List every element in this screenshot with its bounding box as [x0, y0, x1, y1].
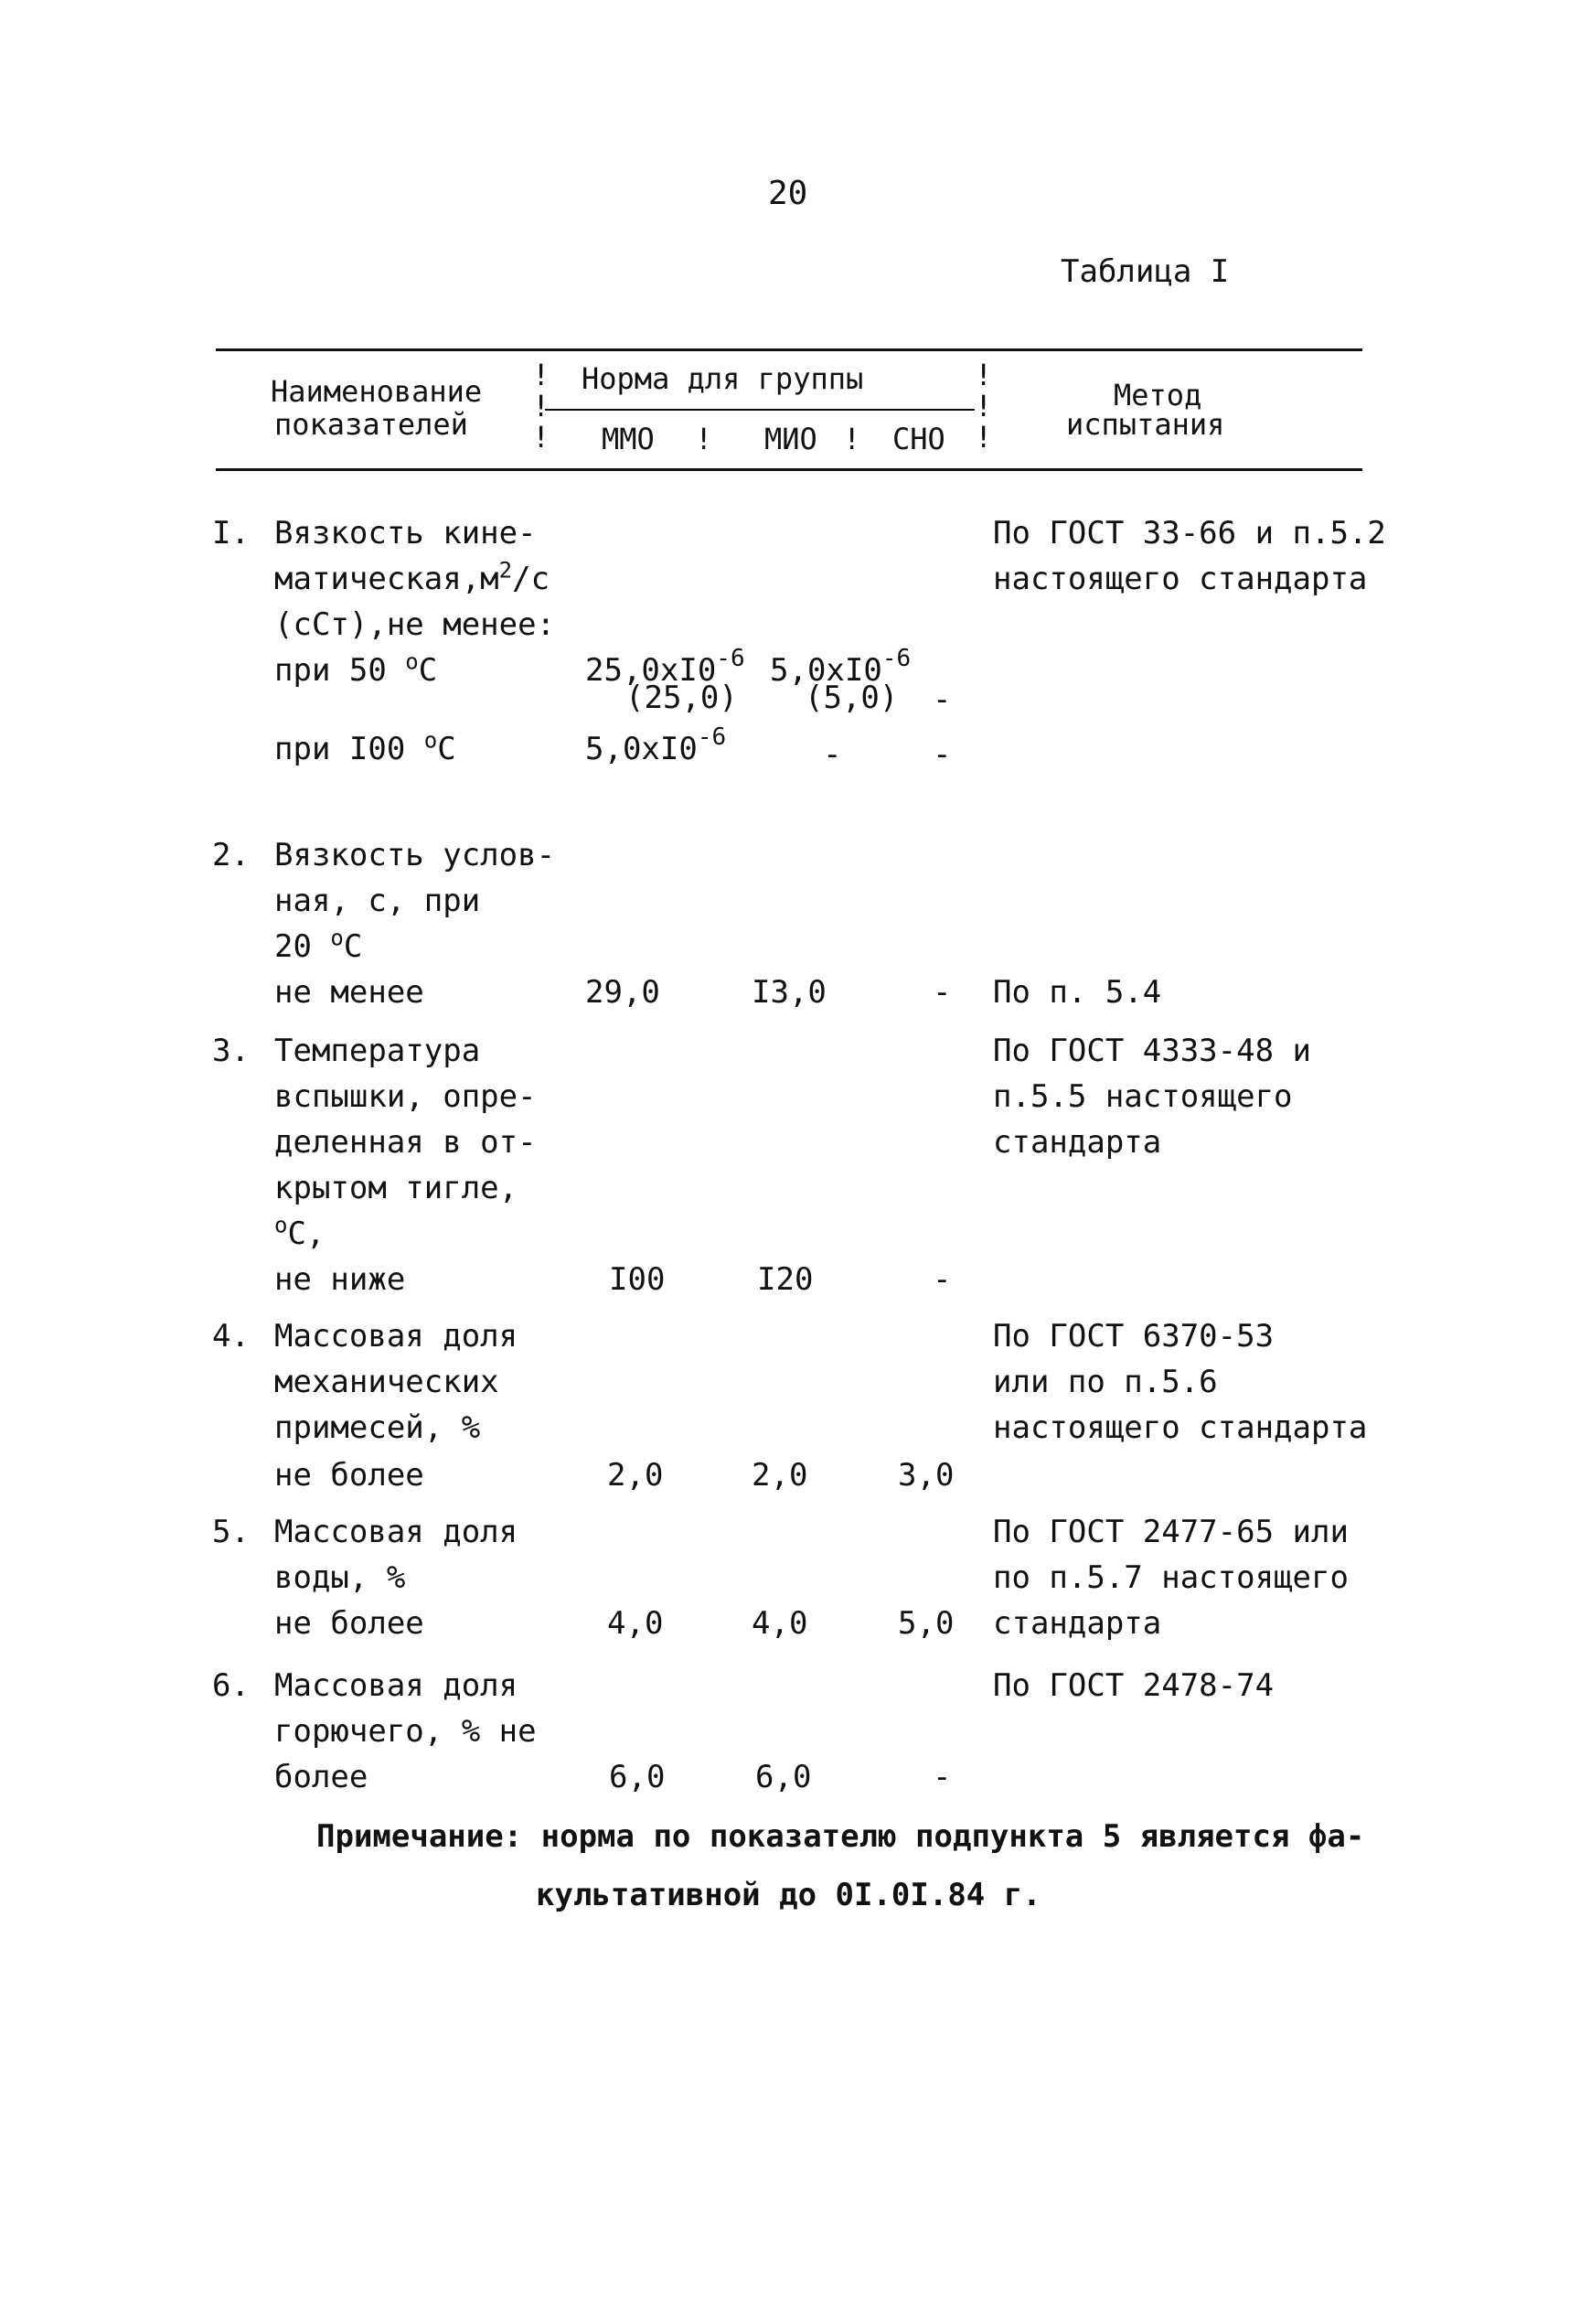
row-sub-label: при 50 $^о$С [274, 648, 438, 689]
row-name-line: 20 $^о$С [274, 925, 363, 965]
value-mio: 6,0 [755, 1759, 812, 1795]
row-name-line: (сСт),не менее: [274, 606, 556, 643]
value-mio: 2,0 [752, 1457, 808, 1494]
header-separator: ! [975, 389, 993, 423]
value-sno: 3,0 [898, 1457, 955, 1494]
method-line: По ГОСТ 2477-65 или [993, 1514, 1349, 1550]
method-line: По ГОСТ 2478-74 [993, 1667, 1275, 1704]
header-separator: ! [532, 358, 550, 392]
header-separator: ! [843, 422, 861, 456]
header-name-line1: Наименование [271, 374, 483, 409]
row-name-line: Массовая доля [274, 1318, 518, 1355]
value-sno: - [933, 736, 952, 773]
value-mio-paren: (5,0) [805, 680, 899, 716]
value-mmo: $25,0xI0^{-6}$ [585, 645, 745, 689]
header-separator: ! [975, 420, 993, 455]
value-mmo: 4,0 [607, 1605, 664, 1642]
method-line: стандарта [993, 1124, 1162, 1161]
value-sno: - [933, 1261, 952, 1298]
row-name-line: Вязкость кине- [274, 515, 537, 552]
value-mio: 4,0 [752, 1605, 808, 1642]
row-number: 6. [212, 1667, 250, 1704]
value-mmo: 2,0 [607, 1457, 664, 1494]
header-method-line1: Метод [1114, 378, 1202, 412]
row-name-line: крытом тигле, [274, 1170, 518, 1206]
method-line: настоящего стандарта [993, 1409, 1368, 1446]
value-mmo: I00 [609, 1261, 666, 1298]
header-separator: ! [532, 389, 550, 423]
method-line: По ГОСТ 33-66 и п.5.2 [993, 515, 1386, 552]
header-col-mmo: ММО [602, 422, 655, 456]
header-col-sno: СНО [892, 422, 945, 456]
value-mmo: 29,0 [585, 974, 660, 1011]
footnote-line2: культативной до 0I.0I.84 г. [536, 1877, 1041, 1913]
value-sno: 5,0 [898, 1605, 955, 1642]
row-sub-label: при I00 $^о$С [274, 727, 456, 767]
row-number: 5. [212, 1514, 250, 1550]
header-separator: ! [975, 358, 993, 392]
header-norm-group: Норма для группы [582, 361, 864, 396]
row-name-line: не более [274, 1457, 424, 1494]
row-name-line: Температура [274, 1033, 481, 1069]
row-name-line: Массовая доля [274, 1667, 518, 1704]
header-method-line2: испытания [1066, 407, 1225, 442]
row-name-line: воды, % [274, 1559, 406, 1596]
row-name-line: примесей, % [274, 1409, 481, 1446]
value-sno: - [933, 681, 952, 718]
row-name-line: более [274, 1759, 368, 1795]
value-mio: I3,0 [752, 974, 827, 1011]
row-number: I. [212, 515, 250, 552]
value-mmo: $5,0xI0^{-6}$ [585, 723, 727, 767]
method-line: настоящего стандарта [993, 561, 1368, 597]
table-title: Таблица I [1061, 253, 1230, 290]
method-line: По п. 5.4 [993, 974, 1162, 1011]
footnote-line1: Примечание: норма по показателю подпункта 5 является фа- [316, 1818, 1365, 1855]
value-sno: - [933, 974, 952, 1011]
row-name-line: не более [274, 1605, 424, 1642]
method-line: п.5.5 настоящего [993, 1078, 1293, 1115]
row-name-line: $^о$С, [274, 1212, 326, 1252]
method-line: или по п.5.6 [993, 1364, 1218, 1400]
row-number: 4. [212, 1318, 250, 1355]
page-number: 20 [768, 175, 808, 212]
header-bottom-rule [216, 468, 1362, 471]
value-mmo-paren: (25,0) [625, 680, 738, 716]
row-name-line: не ниже [274, 1261, 406, 1298]
method-line: По ГОСТ 4333-48 и [993, 1033, 1311, 1069]
value-mio: $5,0xI0^{-6}$ [770, 645, 912, 689]
row-name-line: деленная в от- [274, 1124, 537, 1161]
row-name-line: Вязкость услов- [274, 837, 556, 873]
method-line: по п.5.7 настоящего [993, 1559, 1349, 1596]
header-separator: ! [695, 422, 713, 456]
row-number: 3. [212, 1033, 250, 1069]
row-name-line: $матическая,м^2/с$ [274, 557, 550, 597]
row-name-line: горючего, % не [274, 1713, 537, 1750]
value-mio: - [823, 736, 842, 773]
header-separator: ! [532, 420, 550, 455]
method-line: стандарта [993, 1605, 1162, 1642]
value-mmo: 6,0 [609, 1759, 666, 1795]
row-name-line: механических [274, 1364, 499, 1400]
header-top-rule [216, 348, 1362, 351]
header-col-mio: МИО [764, 422, 817, 456]
row-number: 2. [212, 837, 250, 873]
value-mio: I20 [757, 1261, 814, 1298]
row-name-line: ная, с, при [274, 883, 481, 919]
row-name-line: вспышки, опре- [274, 1078, 537, 1115]
row-name-line: не менее [274, 974, 424, 1011]
method-line: По ГОСТ 6370-53 [993, 1318, 1275, 1355]
row-name-line: Массовая доля [274, 1514, 518, 1550]
value-sno: - [933, 1759, 952, 1795]
header-name-line2: показателей [274, 407, 468, 442]
norm-group-underline [545, 409, 975, 411]
